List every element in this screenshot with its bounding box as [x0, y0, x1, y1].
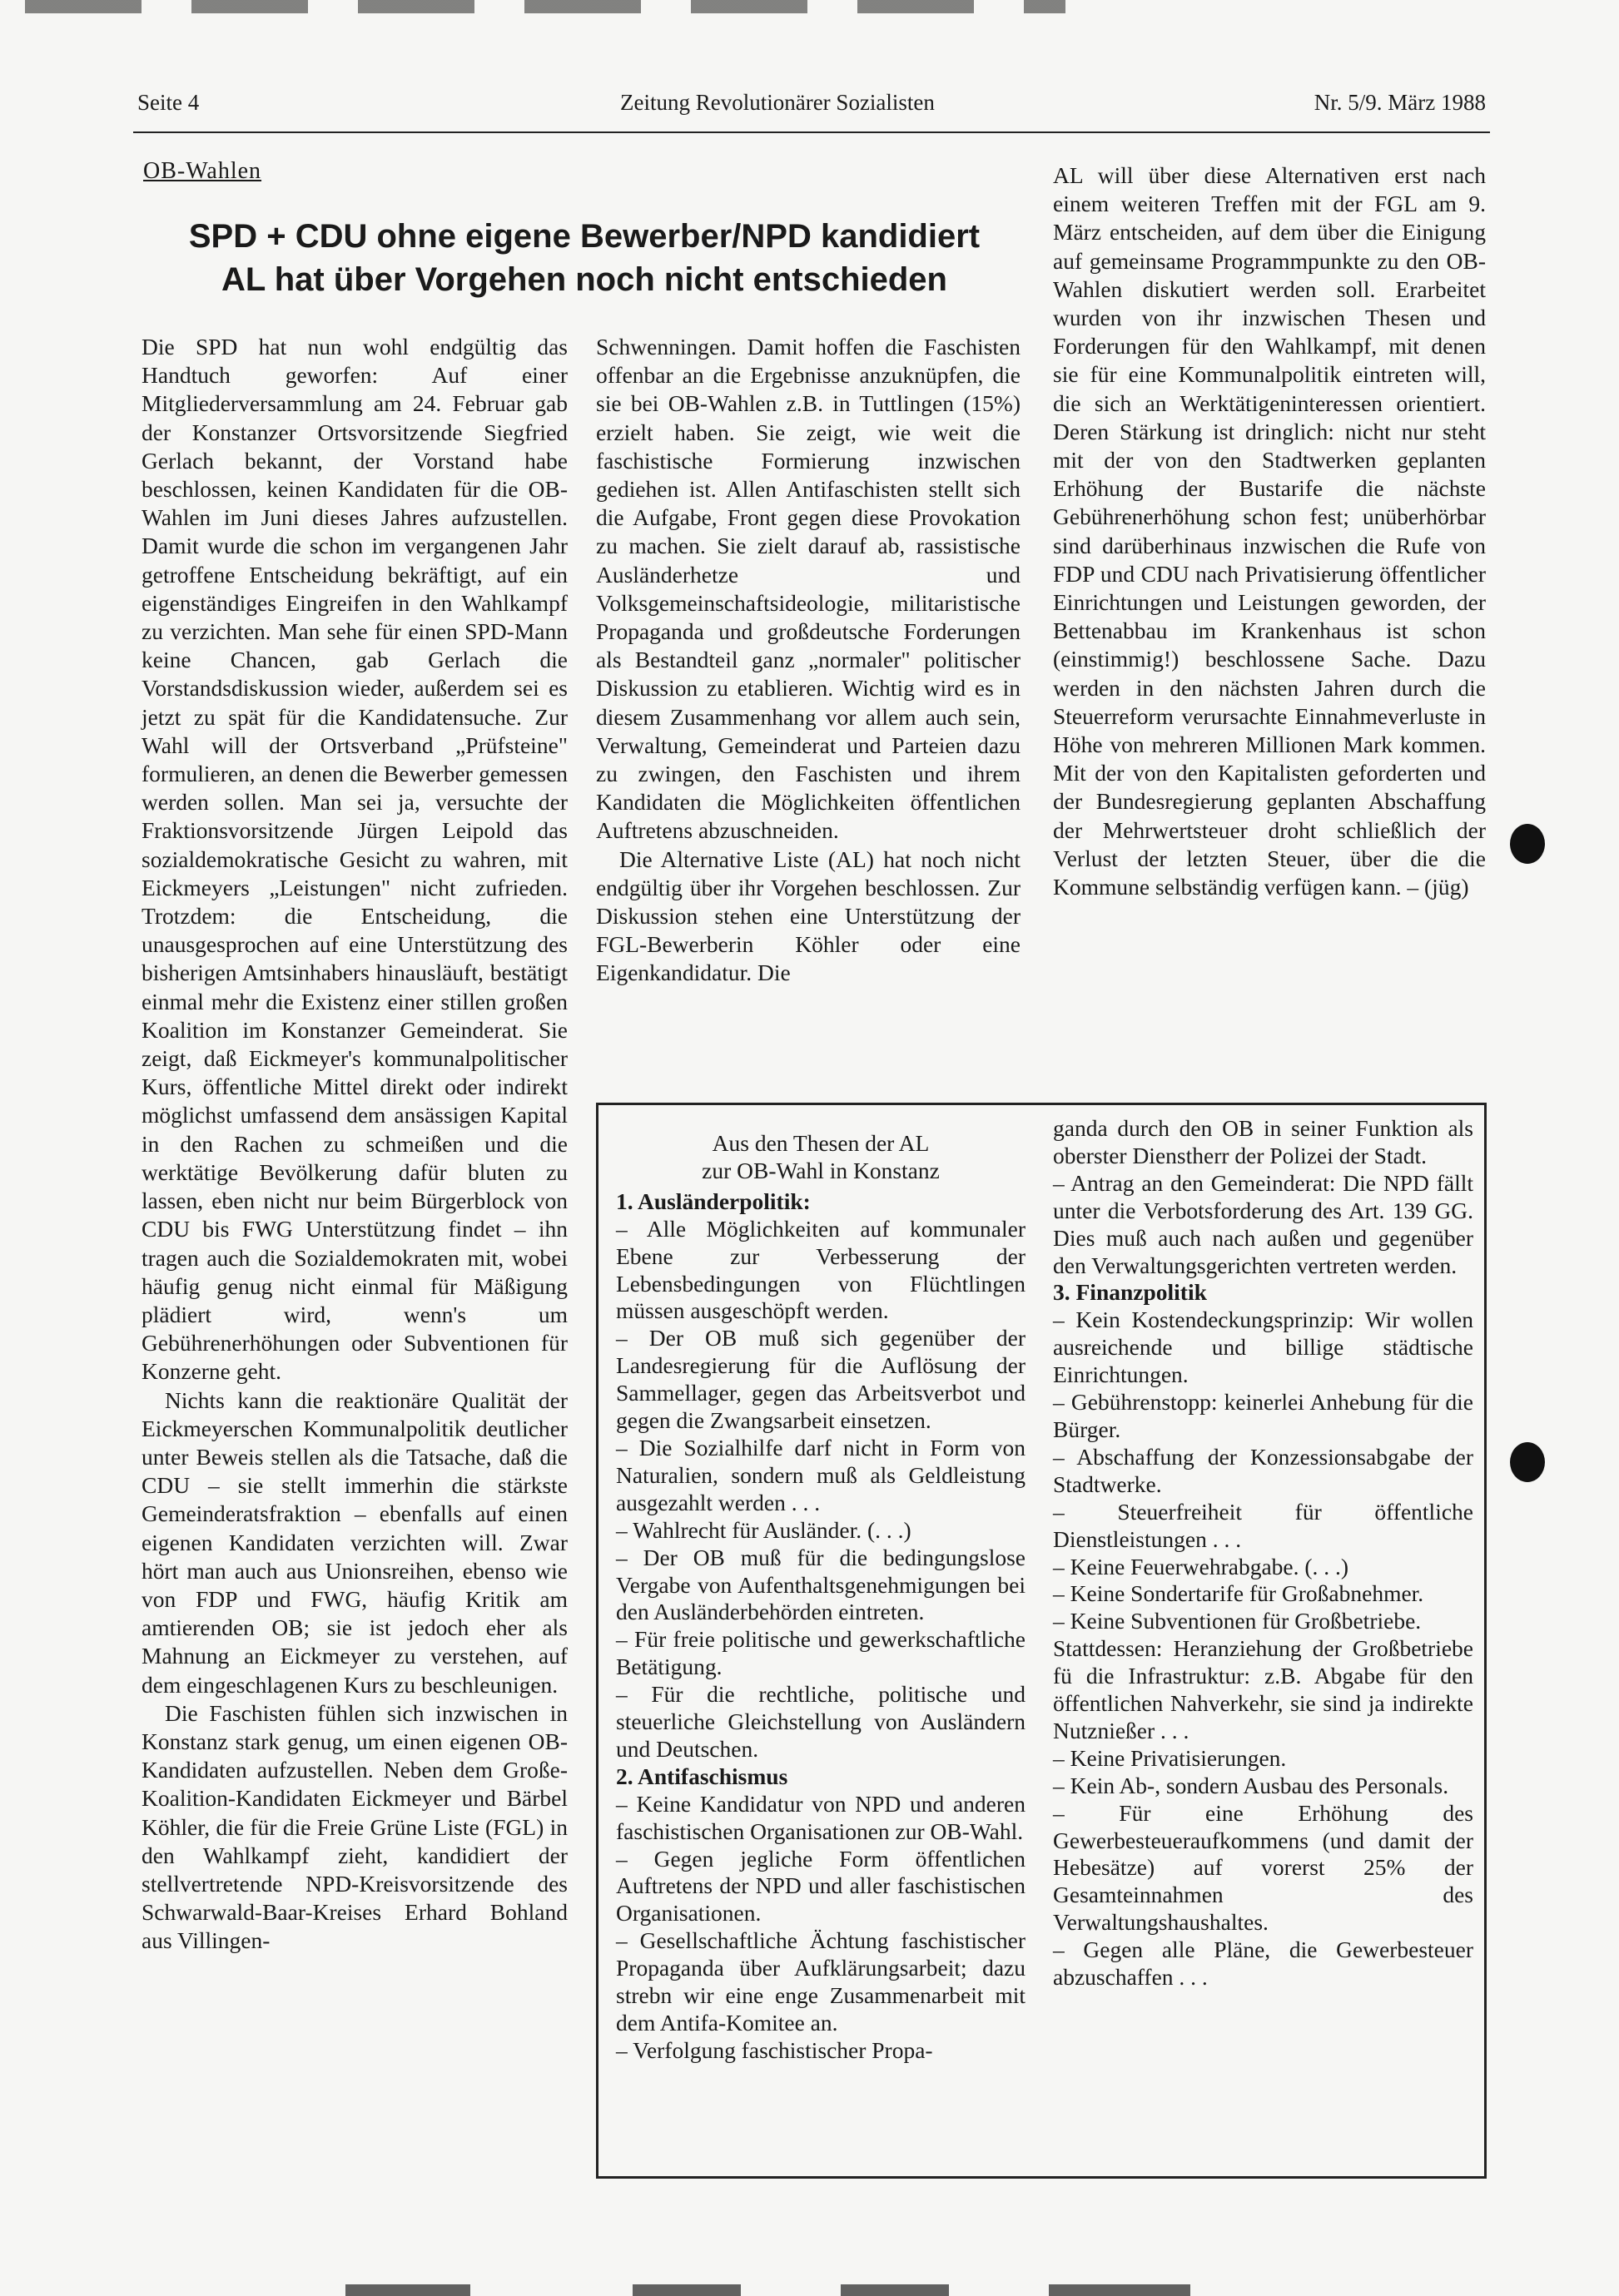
box-item: – Steuerfreiheit für öffentliche Dienstleistungen . . .	[1053, 1498, 1473, 1552]
paragraph: Schwenningen. Damit hoffen die Faschisten offenbar an die Ergebnisse anzuknüpfen, die sie bei OB-Wahlen z.B. in Tuttlingen (15%) erzielt haben. Sie zeigt, wie weit die faschistische Formierung inzwischen gediehen ist. Allen Antifaschisten stellt sich die Aufgabe, Front gegen diese Provokation zu machen. Sie zielt darauf ab, rassistische Ausländerhetze und Volksgemeinschaftsideologie, militaristische Propaganda und großdeutsche Forderungen als Bestandteil ganz „normaler" politischer Diskussion zu etablieren. Wichtig wird es in diesem Zusammenhang vor allem auch sein, Verwaltung, Gemeinderat und Parteien dazu zu zwingen, den Faschisten und ihrem Kandidaten die Möglichkeiten öffentlichen Auftretens abzuschneiden.	[596, 334, 1021, 844]
scan-edge-artifact	[345, 2284, 470, 2296]
box-item: – Gegen jegliche Form öffentlichen Auftretens der NPD und aller faschistischen Organisationen.	[616, 1845, 1026, 1927]
section-label: OB-Wahlen	[143, 158, 262, 184]
theses-column-2	[1053, 1115, 1473, 1991]
page-header	[137, 90, 1486, 125]
theses-column-1	[616, 1130, 1026, 2065]
box-item: – Gegen alle Pläne, die Gewerbesteuer abzuschaffen . . .	[1053, 1936, 1473, 1991]
punch-hole	[1510, 1442, 1545, 1482]
box-item: – Keine Subventionen für Großbetriebe.	[1053, 1608, 1422, 1634]
paragraph: Nichts kann die reaktionäre Qualität der Eickmeyerschen Kommunalpolitik deutlicher unter Beweis stellen als die Tatsache, daß die CDU – sie stellt immerhin die stärkste Gemeinderatsfraktion – ebenfalls auf einen eigenen Kandidaten verzichten will. Zwar hört man auch aus Unionsreihen, ebenso wie von FDP und FWG, häufig Kritik am amtierenden OB; sie ist jedoch eher als Mahnung an Eickmeyer zu verstehen, auf dem eingeschlagenen Kurs zu beschleunigen.	[142, 1386, 568, 1698]
box-item: – Für die rechtliche, politische und steuerliche Gleichstellung von Ausländern und Deutschen.	[616, 1681, 1026, 1762]
headline-line-1: SPD + CDU ohne eigene Bewerber/NPD kandidiert	[188, 218, 981, 255]
box-title-line-2: zur OB-Wahl in Konstanz	[702, 1157, 940, 1183]
box-item: Stattdessen: Heranziehung der Großbetriebe fü die Infrastruktur: z.B. Abgabe für den öffentlichen Nahverkehr, sie sind ja indirekte Nutznießer . . .	[1053, 1635, 1473, 1743]
paragraph: Die SPD hat nun wohl endgültig das Handtuch geworfen: Auf einer Mitgliederversammlung am 24. Februar gab der Konstanzer Ortsvorsitzende Siegfried Gerlach bekannt, der Vorstand habe beschlossen, keinen Kandidaten für die OB-Wahlen im Juni dieses Jahres aufzustellen. Damit wurde die schon im vergangenen Jahr getroffene Entscheidung bekräftigt, auf ein eigenständiges Eingreifen in den Wahlkampf zu verzichten. Man sehe für einen SPD-Mann keine Chancen, gab Gerlach die Vorstandsdiskussion wieder, außerdem sei es jetzt zu spät für die Kandidatensuche. Zur Wahl will der Ortsverband „Prüfsteine" formulieren, an denen die Bewerber gemessen werden sollen. Man sei ja, versuchte der Fraktionsvorsitzende Jürgen Leipold das sozialdemokratische Gesicht zu wahren, mit Eickmeyers „Leistungen" nicht zufrieden. Trotzdem: die Entscheidung, die unausgesprochen auf eine Unterstützung des bisherigen Amtsinhabers hinausläuft, bestätigt einmal mehr die Existenz einer stillen großen Koalition im Konstanzer Gemeinderat. Sie zeigt, daß Eickmeyer's kommunalpolitischer Kurs, öffentliche Mittel direkt oder indirekt möglichst umfassend dem ansässigen Kapital in den Rachen zu schmeißen und die werktätige Bevölkerung dafür bluten zu lassen, eben nicht nur beim Bürgerblock von CDU bis FWG Unterstützung findet – ihn tragen auch die Sozialdemokraten mit, wobei häufig genug nicht einmal für Mäßigung plädiert wird, wenn's um Gebührenerhöhungen oder Subventionen für Konzerne geht.	[142, 334, 568, 1385]
scan-edge-artifact	[633, 2284, 741, 2296]
article-column-3	[1053, 161, 1486, 901]
paragraph: AL will über diese Alternativen erst nach einem weiteren Treffen mit der FGL am 9. März entscheiden, auf dem über die Einigung auf gemeinsame Programmpunkte zu den OB-Wahlen diskutiert werden soll. Erarbeitet wurden von ihr inzwischen Thesen und Forderungen für den Wahlkampf, mit denen sie für eine Kommunalpolitik eintreten will, die sich an Werktätigeninteressen orientiert. Deren Stärkung ist dringlich: nicht nur steht mit der von den Stadtwerken geplanten Erhöhung der Bustarife die nächste Gebührenerhöhung schon fest; unüberhörbar sind darüberhinaus inzwischen die Rufe von FDP und CDU nach Privatisierung öffentlicher Einrichtungen und Leistungen geworden, der Bettenabbau im Krankenhaus ist schon (einstimmig!) beschlossene Sache. Dazu werden in den nächsten Jahren durch die Steuerreform verursachte Einnahmeverluste in Höhe von mehreren Millionen Mark kommen. Mit der von den Kapitalisten geforderten und der Bundesregierung geplanten Abschaffung der Mehrwertsteuer droht schließlich der Verlust der letzten Steuer, über die die Kommune selbständig verfügen kann. – (jüg)	[1053, 162, 1486, 900]
box-item: – Antrag an den Gemeinderat: Die NPD fällt unter die Verbotsforderung des Art. 139 GG. Dies muß auch nach außen und gegenüber den Verwaltungsgerichten vertreten werden.	[1053, 1169, 1473, 1278]
headline-line-2: AL hat über Vorgehen noch nicht entschieden	[221, 261, 947, 298]
box-item: – Keine Feuerwehrabgabe. (. . .)	[1053, 1553, 1349, 1579]
scan-edge-artifact	[25, 0, 1065, 13]
box-item: – Für freie politische und gewerkschaftliche Betätigung.	[616, 1626, 1026, 1680]
article-column-1	[142, 333, 568, 1956]
issue-date: Nr. 5/9. März 1988	[1314, 90, 1486, 115]
box-subheading: 1. Ausländerpolitik:	[616, 1188, 811, 1214]
box-item: – Die Sozialhilfe darf nicht in Form von Naturalien, sondern muß als Geldleistung ausgezahlt werden . . .	[616, 1434, 1026, 1515]
box-item: – Kein Ab-, sondern Ausbau des Personals.	[1053, 1772, 1449, 1798]
box-item: – Gebührenstopp: keinerlei Anhebung für die Bürger.	[1053, 1389, 1473, 1442]
box-item: – Der OB muß sich gegenüber der Landesregierung für die Auflösung der Sammellager, gegen das Arbeitsverbot und gegen die Zwangsarbeit einsetzen.	[616, 1325, 1026, 1434]
box-item: – Keine Kandidatur von NPD und anderen faschistischen Organisationen zur OB-Wahl.	[616, 1790, 1026, 1844]
box-item: – Verfolgung faschistischer Propa-	[616, 2036, 933, 2063]
box-item: – Für eine Erhöhung des Gewerbesteueraufkommens (und damit der Hebesätze) auf vorerst 25% der Gesamteinnahmen des Verwaltungshaushaltes.	[1053, 1799, 1473, 1936]
box-item: – Kein Kostendeckungsprinzip: Wir wollen ausreichende und billige städtische Einrichtungen.	[1053, 1307, 1473, 1388]
box-item: – Der OB muß für die bedingungslose Vergabe von Aufenthaltsgenehmigungen bei den Ausländerbehörden eintreten.	[616, 1544, 1026, 1625]
paragraph: Die Alternative Liste (AL) hat noch nicht endgültig über ihr Vorgehen beschlossen. Zur Diskussion stehen eine Unterstützung der FGL-Bewerberin Köhler oder eine Eigenkandidatur. Die	[596, 846, 1021, 986]
box-subheading: 3. Finanzpolitik	[1053, 1279, 1207, 1306]
box-subheading: 2. Antifaschismus	[616, 1763, 788, 1789]
headline	[143, 215, 1026, 301]
scan-edge-artifact	[1049, 2284, 1190, 2296]
page-number: Seite 4	[137, 90, 200, 115]
box-item: – Wahlrecht für Ausländer. (. . .)	[616, 1516, 911, 1543]
box-item: – Abschaffung der Konzessionsabgabe der Stadtwerke.	[1053, 1443, 1473, 1497]
box-item: – Keine Sondertarife für Großabnehmer.	[1053, 1580, 1424, 1607]
scan-edge-artifact	[841, 2284, 949, 2296]
publication-name: Zeitung Revolutionärer Sozialisten	[620, 90, 935, 115]
punch-hole	[1510, 824, 1545, 864]
box-title-line-1: Aus den Thesen der AL	[712, 1130, 930, 1156]
header-rule	[133, 131, 1490, 133]
box-item: – Alle Möglichkeiten auf kommunaler Ebene zur Verbesserung der Lebensbedingungen von Flüchtlingen müssen ausgeschöpft werden.	[616, 1215, 1026, 1324]
article-column-2	[596, 333, 1021, 988]
paragraph: Die Faschisten fühlen sich inzwischen in Konstanz stark genug, um einen eigenen OB-Kandidaten aufzustellen. Neben dem Große-Koalition-Kandidaten Eickmeyer und Bärbel Köhler, die für die Freie Grüne Liste (FGL) in den Wahlkampf zieht, kandidiert der stellvertretende NPD-Kreisvorsitzende des Schwarwald-Baar-Kreises Erhard Bohland aus Villingen-	[142, 1699, 568, 1954]
box-item: ganda durch den OB in seiner Funktion als oberster Dienstherr der Polizei der Stadt.	[1053, 1115, 1473, 1168]
box-item: – Gesellschaftliche Ächtung faschistischer Propaganda über Aufklärungsarbeit; dazu strebn wir eine enge Zusammenarbeit mit dem Antifa-Komitee an.	[616, 1927, 1026, 2036]
box-item: – Keine Privatisierungen.	[1053, 1744, 1287, 1771]
